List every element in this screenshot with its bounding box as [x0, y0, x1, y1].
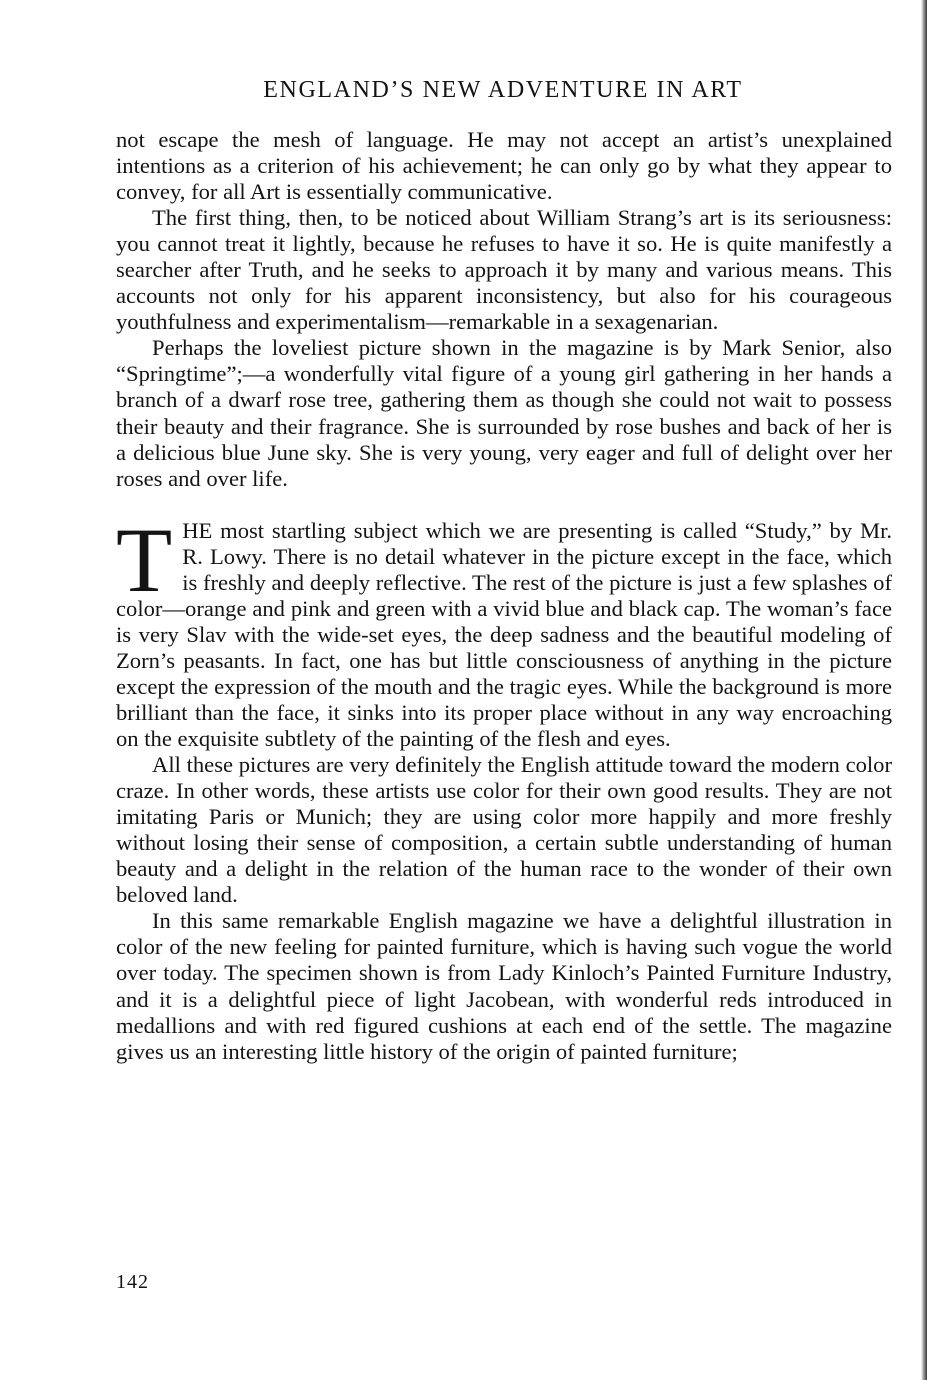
paragraph-lowy-text: HE most startling subject which we are presenting is called “Study,” by Mr. R. Lowy. There is no detail whatever in the picture except in the face, which is freshly and deeply reflective. The rest of the picture is just a few splashes of color—orange and pink and green with a vivid blue and black cap. The woman’s face is very Slav with the wide-set eyes, the deep sadness and the beautiful modeling of Zorn’s peasants. In fact, one has but little consciousness of anything in the picture except the expression of the mouth and the tragic eyes. While the background is more brilliant than the face, it sinks into its proper place without in any way encroaching on the exquisite subtlety of the painting of the flesh and eyes. — [116, 517, 892, 752]
paragraph-lowy — [116, 508, 892, 752]
paragraph-color-craze: All these pictures are very definitely the English attitude toward the modern color craze. In other words, these artists use color for their own good results. They are not imitating Paris or Munich; they are using color more happily and more freshly without losing their sense of composition, a certain subtle understanding of human beauty and a delight in the relation of the human race to the wonder of their own beloved land. — [116, 752, 892, 908]
drop-cap: T — [116, 508, 173, 611]
paragraph-continued: not escape the mesh of language. He may not accept an artist’s unexplained intentions as a criterion of his achievement; he can only go by what they appear to convey, for all Art is essentially communicative. — [116, 127, 892, 205]
page-edge-shadow — [921, 0, 927, 1380]
paragraph-painted-furniture: In this same remarkable English magazine we have a delightful illustration in color of the new feeling for painted furniture, which is having such vogue the world over today. The specimen shown is from Lady Kinloch’s Painted Furniture Industry, and it is a delightful piece of light Jacobean, with wonderful reds introduced in medallions and with red figured cushions at each end of the settle. The magazine gives us an interesting little history of the origin of painted furniture; — [116, 908, 892, 1064]
body-text — [116, 127, 892, 1065]
paragraph-strang: The first thing, then, to be noticed about William Strang’s art is its seriousness: you cannot treat it lightly, because he refuses to have it so. He is quite manifestly a searcher after Truth, and he seeks to approach it by many and various means. This accounts not only for his apparent inconsistency, but also for his courageous youthfulness and experimentalism—remarkable in a sexagenarian. — [116, 205, 892, 335]
page-number: 142 — [116, 1271, 149, 1293]
paragraph-senior: Perhaps the loveliest picture shown in the magazine is by Mark Senior, also “Springtime”;—a wonderfully vital figure of a young girl gathering in her hands a branch of a dwarf rose tree, gathering them as though she could not wait to possess their beauty and their fragrance. She is surrounded by rose bushes and back of her is a delicious blue June sky. She is very young, very eager and full of delight over her roses and over life. — [116, 335, 892, 491]
running-title: ENGLAND’S NEW ADVENTURE IN ART — [263, 77, 743, 103]
